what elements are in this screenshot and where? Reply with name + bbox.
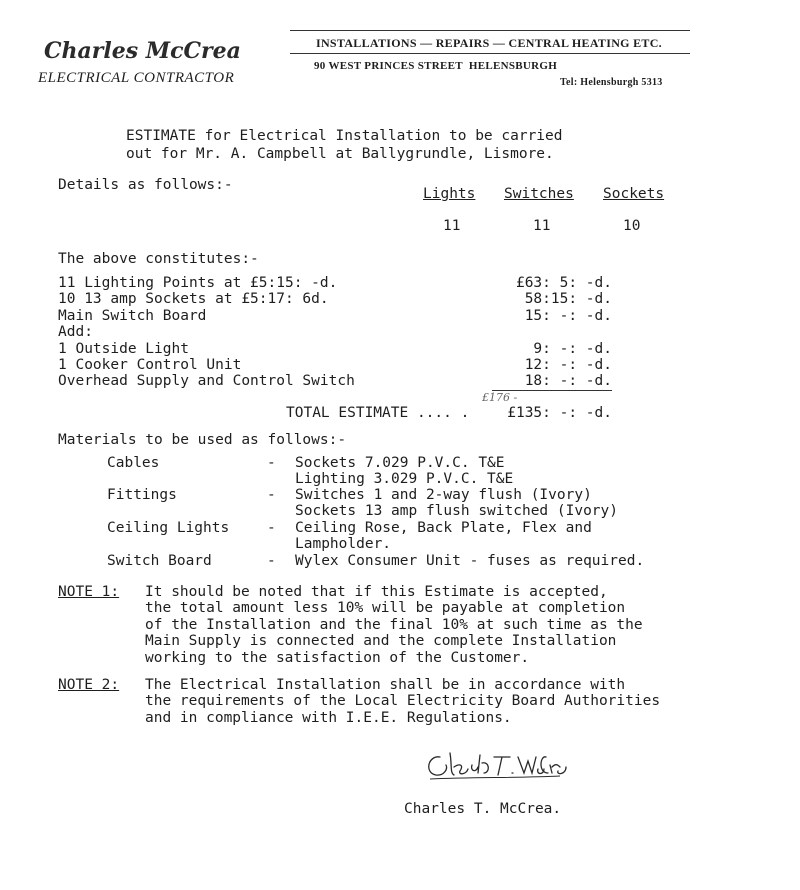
- header-switches: Switches: [504, 186, 574, 202]
- header-rule-top: [290, 30, 690, 31]
- intro-line-2: out for Mr. A. Campbell at Ballygrundle, Lismore.: [126, 146, 554, 162]
- material-dash: -: [267, 487, 276, 503]
- material-line: Lampholder.: [295, 536, 392, 552]
- total-amount: £135: -: -d.: [507, 405, 612, 421]
- header-sockets: Sockets: [603, 186, 665, 202]
- item-amount: 12: -: -d.: [524, 357, 612, 373]
- item-desc: 1 Outside Light: [58, 341, 189, 357]
- material-line: Switches 1 and 2-way flush (Ivory): [295, 487, 592, 503]
- note-1-line: working to the satisfaction of the Customer.: [145, 650, 530, 666]
- item-desc: 10 13 amp Sockets at £5:17: 6d.: [58, 291, 329, 307]
- note-2-line: and in compliance with I.E.E. Regulations.: [145, 710, 512, 726]
- material-dash: -: [267, 553, 276, 569]
- item-desc: Overhead Supply and Control Switch: [58, 373, 355, 389]
- services-line: INSTALLATIONS — REPAIRS — CENTRAL HEATING ETC.: [316, 36, 662, 50]
- handwritten-signature: [420, 745, 570, 785]
- note-2-line: The Electrical Installation shall be in accordance with: [145, 677, 626, 693]
- item-amount: 9: -: -d.: [533, 341, 612, 357]
- intro-line-1: ESTIMATE for Electrical Installation to be carried: [126, 128, 563, 144]
- item-desc: 11 Lighting Points at £5:15: -d.: [58, 275, 338, 291]
- value-sockets: 10: [623, 218, 641, 234]
- item-amount: 18: -: -d.: [524, 373, 612, 389]
- material-name: Cables: [107, 455, 160, 471]
- material-name: Switch Board: [107, 553, 212, 569]
- value-switches: 11: [533, 218, 551, 234]
- address-line: 90 WEST PRINCES STREET HELENSBURGH: [314, 60, 558, 72]
- material-line: Sockets 13 amp flush switched (Ivory): [295, 503, 619, 519]
- material-dash: -: [267, 520, 276, 536]
- details-label: Details as follows:-: [58, 177, 233, 193]
- value-lights: 11: [443, 218, 461, 234]
- note-2-line: the requirements of the Local Electricity Board Authorities: [145, 693, 661, 709]
- material-name: Ceiling Lights: [107, 520, 230, 536]
- material-line: Ceiling Rose, Back Plate, Flex and: [295, 520, 592, 536]
- header-rule-bottom: [290, 53, 690, 54]
- constitutes-label: The above constitutes:-: [58, 251, 259, 267]
- material-line: Sockets 7.029 P.V.C. T&E: [295, 455, 505, 471]
- company-title: ELECTRICAL CONTRACTOR: [38, 70, 235, 86]
- company-name: Charles McCrea: [44, 38, 241, 64]
- material-name: Fittings: [107, 487, 177, 503]
- item-amount: 15: -: -d.: [524, 308, 612, 324]
- note-1-label: NOTE 1:: [58, 584, 120, 600]
- item-desc: 1 Cooker Control Unit: [58, 357, 242, 373]
- note-1-line: of the Installation and the final 10% at such time as the: [145, 617, 643, 633]
- material-line: Lighting 3.029 P.V.C. T&E: [295, 471, 514, 487]
- typed-signature: Charles T. McCrea.: [404, 801, 562, 817]
- total-label: TOTAL ESTIMATE .... .: [286, 405, 470, 421]
- materials-label: Materials to be used as follows:-: [58, 432, 347, 448]
- material-dash: -: [267, 455, 276, 471]
- note-1-line: the total amount less 10% will be payable at completion: [145, 600, 626, 616]
- header-lights: Lights: [423, 186, 476, 202]
- handwritten-total: £176 -: [482, 391, 518, 404]
- material-line: Wylex Consumer Unit - fuses as required.: [295, 553, 645, 569]
- note-1-line: Main Supply is connected and the complete Installation: [145, 633, 617, 649]
- note-2-label: NOTE 2:: [58, 677, 120, 693]
- item-amount: 58:15: -d.: [524, 291, 612, 307]
- telephone: Tel: Helensburgh 5313: [560, 77, 663, 88]
- item-desc: Main Switch Board: [58, 308, 207, 324]
- note-1-line: It should be noted that if this Estimate is accepted,: [145, 584, 608, 600]
- item-desc: Add:: [58, 324, 93, 340]
- item-amount: £63: 5: -d.: [515, 275, 612, 291]
